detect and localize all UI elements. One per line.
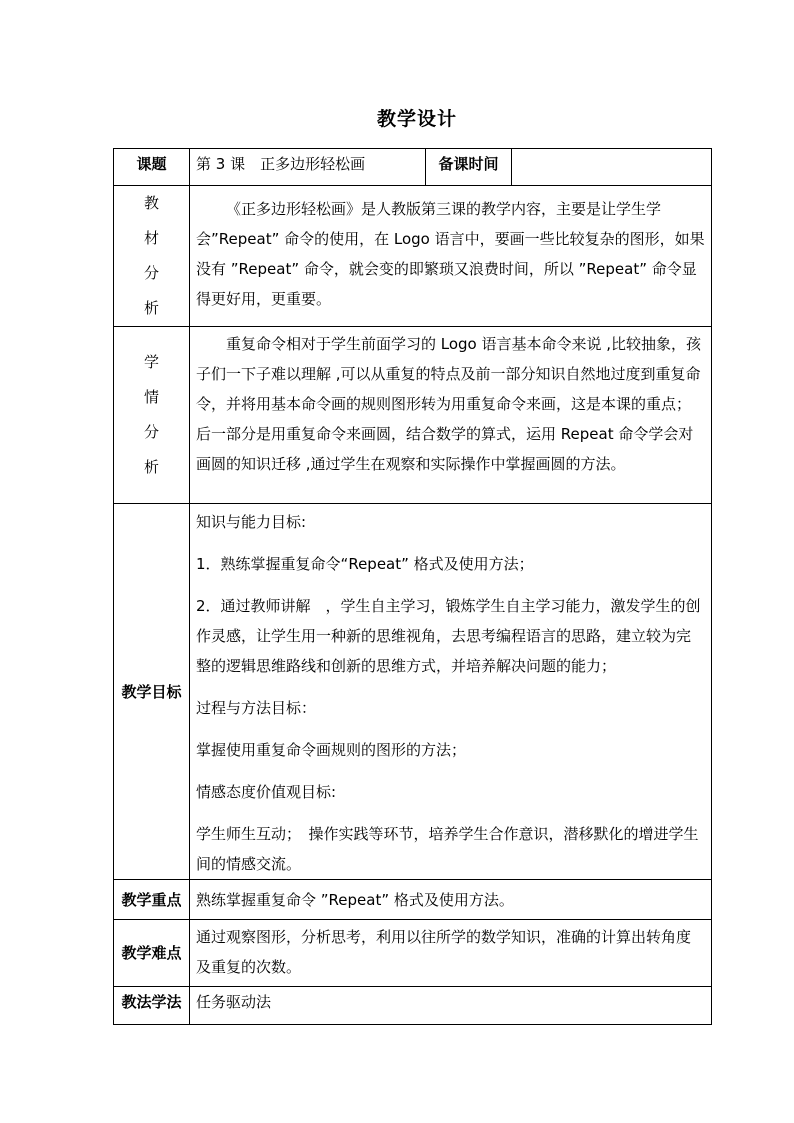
row-teaching-goals bbox=[114, 504, 712, 880]
label-char: 析 bbox=[143, 299, 159, 317]
document-title: 教学设计 bbox=[376, 108, 457, 130]
label-char: 学 bbox=[143, 353, 159, 371]
row-lesson bbox=[114, 149, 712, 186]
difficult-point-text: 通过观察图形，分析思考，利用以往所学的数学知识，准确的计算出转角度及重复的次数。 bbox=[190, 920, 712, 987]
difficult-point-label: 教学难点 bbox=[114, 920, 190, 987]
knowledge-goal-item-1: 1．熟练掌握重复命令“Repeat” 格式及使用方法； bbox=[196, 555, 534, 573]
student-analysis-label bbox=[114, 327, 190, 504]
label-char: 析 bbox=[143, 458, 159, 476]
row-teaching-method bbox=[114, 987, 712, 1025]
label-char: 情 bbox=[143, 388, 159, 406]
label-char: 分 bbox=[143, 264, 159, 282]
student-analysis-text: 重复命令相对于学生前面学习的 Logo 语言基本命令来说 ,比较抽象，孩子们一下子难以理解 ,可以从重复的特点及前一部分知识自然地过度到重复命令，并将用基本命令画的规则图形转为用重复命令来画，这是本课的重点；后一部分是用重复命令来画圆，结合数学的算式，运用 Repeat 命令学会对画圆的知识迁移 ,通过学生在观察和实际操作中掌握画圆的方法。 bbox=[196, 335, 702, 473]
lesson-plan-table bbox=[113, 148, 712, 1025]
row-student-analysis bbox=[114, 327, 712, 504]
lesson-label: 课题 bbox=[114, 149, 190, 186]
label-char: 教 bbox=[143, 194, 159, 212]
label-char: 材 bbox=[143, 229, 159, 247]
prep-time-value bbox=[512, 149, 712, 186]
label-char: 分 bbox=[143, 423, 159, 441]
material-analysis-label bbox=[114, 186, 190, 327]
key-point-label: 教学重点 bbox=[114, 880, 190, 920]
knowledge-goal-heading: 知识与能力目标: bbox=[196, 513, 307, 531]
process-goal-text: 掌握使用重复命令画规则的图形的方法； bbox=[196, 741, 467, 759]
emotion-goal-heading: 情感态度价值观目标: bbox=[196, 783, 337, 801]
row-material-analysis bbox=[114, 186, 712, 327]
teaching-goals-label: 教学目标 bbox=[114, 504, 190, 880]
teaching-method-label: 教法学法 bbox=[114, 987, 190, 1025]
teaching-method-text: 任务驱动法 bbox=[190, 987, 712, 1025]
row-difficult-point bbox=[114, 920, 712, 987]
prep-time-label: 备课时间 bbox=[426, 149, 512, 186]
key-point-text: 熟练掌握重复命令 ”Repeat” 格式及使用方法。 bbox=[190, 880, 712, 920]
material-analysis-text: 《正多边形轻松画》是人教版第三课的教学内容，主要是让学生学会”Repeat” 命令的使用，在 Logo 语言中，要画一些比较复杂的图形，如果没有 ”Repeat” 命令，就会变的即繁琐又浪费时间，所以 ”Repeat” 命令显得更好用，更重要。 bbox=[196, 200, 705, 308]
row-key-point bbox=[114, 880, 712, 920]
process-goal-heading: 过程与方法目标： bbox=[196, 699, 317, 717]
knowledge-goal-item-2: 2．通过教师讲解 ，学生自主学习，锻炼学生自主学习能力，激发学生的创作灵感，让学生用一种新的思维视角，去思考编程语言的思路，建立较为完整的逻辑思维路线和创新的思维方式，并培养解决问题的能力； bbox=[196, 597, 701, 675]
emotion-goal-text: 学生师生互动； 操作实践等环节，培养学生合作意识，潜移默化的增进学生间的情感交流。 bbox=[196, 825, 699, 873]
lesson-value: 第 3 课 正多边形轻松画 bbox=[190, 149, 426, 186]
